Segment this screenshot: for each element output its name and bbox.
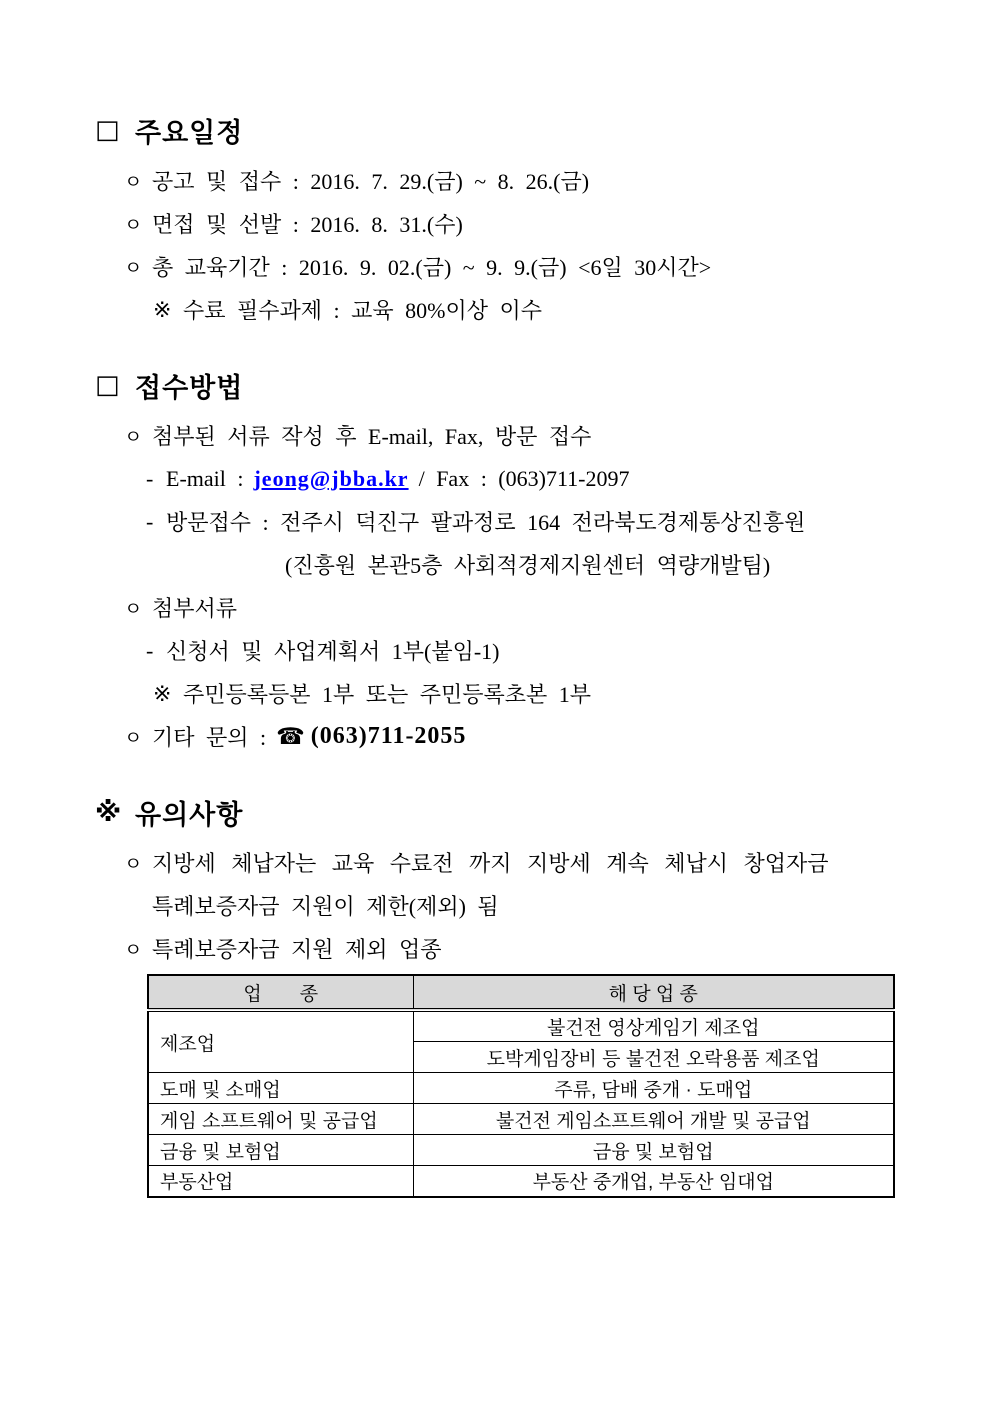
industry-cell-manufacturing: 제조업 bbox=[148, 1010, 413, 1073]
dash-bullet-icon: - bbox=[146, 637, 154, 663]
square-bullet-icon: □ bbox=[95, 370, 121, 400]
notice-title-text: 유의사항 bbox=[135, 799, 244, 830]
fax-text: / Fax : (063)711-2097 bbox=[418, 465, 630, 491]
industry-cell-game-software: 게임 소프트웨어 및 공급업 bbox=[148, 1104, 413, 1135]
application-method-text: 첨부된 서류 작성 후 E-mail, Fax, 방문 접수 bbox=[152, 424, 592, 449]
attachment-note-line bbox=[153, 672, 992, 715]
visit-address-line bbox=[146, 500, 992, 543]
circle-bullet-icon: ㅇ bbox=[124, 427, 143, 448]
email-link[interactable]: jeong@jbba.kr bbox=[253, 465, 409, 491]
schedule-note bbox=[153, 288, 992, 331]
section-notice-title bbox=[95, 794, 992, 830]
excluded-industries-table bbox=[147, 974, 895, 1198]
circle-bullet-icon: ㅇ bbox=[124, 258, 143, 279]
email-label: E-mail : bbox=[166, 465, 244, 491]
schedule-item-training-period bbox=[124, 245, 992, 288]
circle-bullet-icon: ㅇ bbox=[124, 728, 143, 749]
detail-cell: 도박게임장비 등 불건전 오락용품 제조업 bbox=[413, 1042, 894, 1073]
reference-mark-icon: ※ bbox=[153, 296, 172, 322]
reference-mark-icon: ※ bbox=[153, 680, 172, 706]
detail-cell: 불건전 게임소프트웨어 개발 및 공급업 bbox=[413, 1104, 894, 1135]
contact-line bbox=[124, 715, 992, 758]
reference-mark-icon: ※ bbox=[95, 796, 123, 828]
circle-bullet-icon: ㅇ bbox=[124, 940, 143, 961]
attachment-doc-text: 신청서 및 사업계획서 1부(붙임-1) bbox=[166, 639, 500, 664]
notice-tax-text1: 지방세 체납자는 교육 수료전 까지 지방세 계속 체납시 창업자금 bbox=[152, 851, 829, 876]
section-schedule-title bbox=[95, 112, 992, 148]
detail-cell: 금융 및 보험업 bbox=[413, 1135, 894, 1166]
contact-label: 기타 문의 : bbox=[152, 725, 267, 750]
schedule-item-text: 총 교육기간 : 2016. 9. 02.(금) ~ 9. 9.(금) <6일 30시간> bbox=[152, 255, 712, 280]
circle-bullet-icon: ㅇ bbox=[124, 599, 143, 620]
schedule-item-interview bbox=[124, 202, 992, 245]
detail-cell: 부동산 중개업, 부동산 임대업 bbox=[413, 1166, 894, 1197]
circle-bullet-icon: ㅇ bbox=[124, 215, 143, 236]
contact-phone-number: (063)711-2055 bbox=[310, 723, 467, 749]
table-row bbox=[148, 1073, 894, 1104]
circle-bullet-icon: ㅇ bbox=[124, 172, 143, 193]
notice-tax-text2: 특례보증자금 지원이 제한(제외) 됨 bbox=[152, 894, 499, 919]
visit-address-text2: (진흥원 본관5층 사회적경제지원센터 역량개발팀) bbox=[285, 553, 771, 578]
table-header-detail: 해 당 업 종 bbox=[413, 975, 894, 1010]
application-title-text: 접수방법 bbox=[135, 372, 244, 403]
telephone-icon: ☎ bbox=[276, 723, 305, 750]
table-header-row bbox=[148, 975, 894, 1010]
attachment-note-text: 주민등록등본 1부 또는 주민등록초본 1부 bbox=[183, 682, 592, 707]
table-row bbox=[148, 1104, 894, 1135]
industry-cell-finance: 금융 및 보험업 bbox=[148, 1135, 413, 1166]
schedule-title-text: 주요일정 bbox=[135, 117, 244, 148]
attachments-item bbox=[124, 586, 992, 629]
table-row bbox=[148, 1135, 894, 1166]
industry-cell-realestate: 부동산업 bbox=[148, 1166, 413, 1197]
square-bullet-icon: □ bbox=[95, 115, 121, 145]
industry-cell-wholesale: 도매 및 소매업 bbox=[148, 1073, 413, 1104]
visit-address-line2 bbox=[285, 543, 992, 586]
notice-tax-line1 bbox=[124, 841, 992, 884]
visit-address-text: 방문접수 : 전주시 덕진구 팔과정로 164 전라북도경제통상진흥원 bbox=[166, 510, 806, 535]
table-row bbox=[148, 1166, 894, 1197]
notice-tax-line2 bbox=[152, 884, 992, 927]
circle-bullet-icon: ㅇ bbox=[124, 854, 143, 875]
dash-bullet-icon: - bbox=[146, 508, 154, 534]
application-method-item bbox=[124, 414, 992, 457]
section-application-title bbox=[95, 367, 992, 403]
schedule-item-announcement bbox=[124, 159, 992, 202]
attachments-text: 첨부서류 bbox=[152, 596, 238, 621]
attachment-doc-line bbox=[146, 629, 992, 672]
schedule-item-text: 면접 및 선발 : 2016. 8. 31.(수) bbox=[152, 212, 463, 237]
detail-cell: 주류, 담배 중개 · 도매업 bbox=[413, 1073, 894, 1104]
email-fax-line bbox=[146, 457, 992, 500]
detail-cell: 불건전 영상게임기 제조업 bbox=[413, 1010, 894, 1042]
schedule-note-text: 수료 필수과제 : 교육 80%이상 이수 bbox=[183, 298, 542, 323]
notice-excluded-item bbox=[124, 927, 992, 970]
schedule-item-text: 공고 및 접수 : 2016. 7. 29.(금) ~ 8. 26.(금) bbox=[152, 169, 590, 194]
dash-bullet-icon: - bbox=[146, 465, 154, 491]
notice-excluded-text: 특례보증자금 지원 제외 업종 bbox=[152, 937, 442, 962]
table-header-industry: 업 종 bbox=[148, 975, 413, 1010]
table-row bbox=[148, 1010, 894, 1042]
